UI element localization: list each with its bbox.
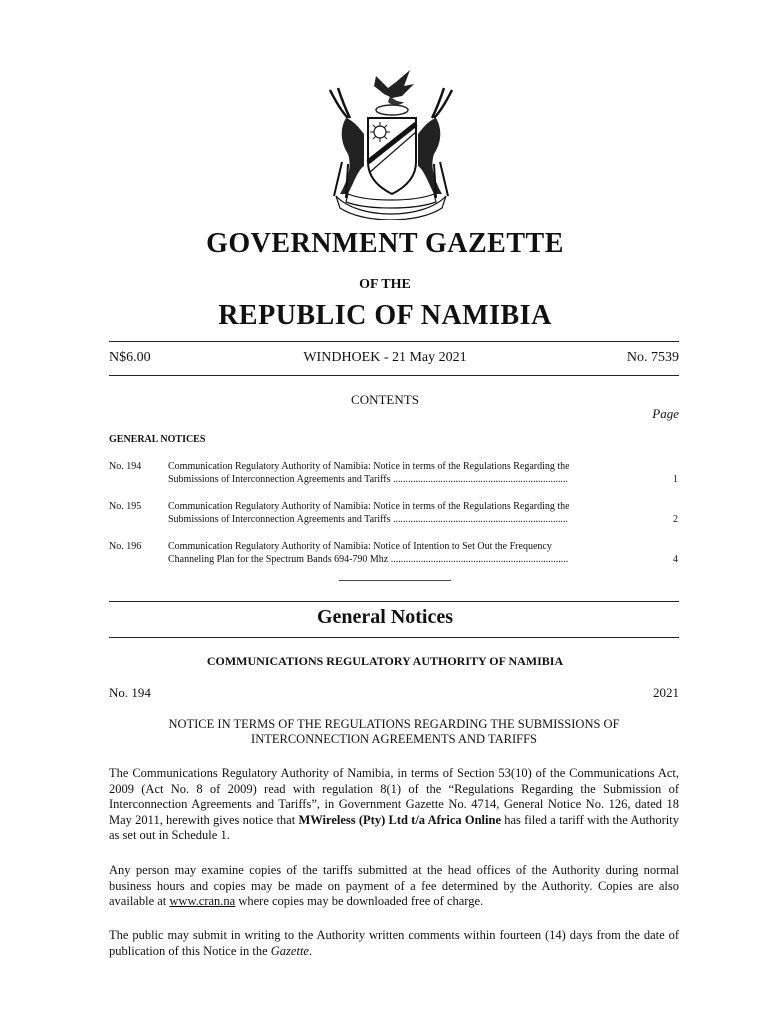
place-date-label: WINDHOEK - 21 May 2021 [303,350,467,365]
toc-entry-number: No. 195 [109,501,142,512]
price-label: N$6.00 [109,350,151,365]
toc-entry-text [168,501,638,526]
notice-paragraph-1 [109,766,679,844]
gazette-number: No. 7539 [626,350,679,365]
toc-entry-page: 1 [673,474,678,485]
toc-entry-number: No. 196 [109,541,142,552]
contents-end-divider [339,580,451,581]
of-the-label: OF THE [359,277,411,292]
toc-entry-number: No. 194 [109,461,142,472]
company-name: MWireless (Pty) Ltd t/a Africa Online [298,812,501,827]
page-column-label: Page [652,406,679,421]
contents-heading: CONTENTS [351,392,419,407]
general-notices-title: General Notices [316,606,454,628]
section-bottom-rule [109,637,679,638]
toc-entry-page: 4 [673,554,678,565]
notice-paragraph-2 [109,863,679,910]
notice-title-line: NOTICE IN TERMS OF THE REGULATIONS REGARDING THE SUBMISSIONS OF [168,717,620,731]
paragraph-text: where copies may be downloaded free of charge. [235,894,484,908]
cran-website-link[interactable]: www.cran.na [169,894,236,908]
notice-year: 2021 [653,685,679,700]
notice-title [109,717,679,747]
header-top-rule [109,341,679,342]
general-notices-label: GENERAL NOTICES [109,434,206,445]
toc-entry-line: Communication Regulatory Authority of Namibia: Notice in terms of the Regulations Regarding the [168,461,570,472]
authority-heading: COMMUNICATIONS REGULATORY AUTHORITY OF NAMIBIA [206,654,564,668]
paragraph-text: . [308,943,313,958]
notice-title-line: INTERCONNECTION AGREEMENTS AND TARIFFS [251,732,537,746]
gazette-italic: Gazette [270,943,309,958]
toc-entry-line: Submissions of Interconnection Agreements and Tariffs ...................................................................... [168,513,568,525]
paragraph-text: Any person may examine copies of the tariffs submitted at the head offices of the Authority during normal business hours and copies may be made on payment of a fee determined by the Authority. Copies are also available at [109,863,679,908]
toc-entry-line: Communication Regulatory Authority of Namibia: Notice of Intention to Set Out the Frequency [168,541,552,552]
paragraph-text: The Communications Regulatory Authority of Namibia, in terms of Section 53(10) of the Communications Act, 2009 (Act No. 8 of 2009) read with regulation 8(1) of the “Regulations Regarding the Submission of Interconnection Agreements and Tariffs”, in Government Gazette No. 4714, General Notice No. 126, dated 18 May 2011, herewith gives notice that [109,766,679,827]
notice-paragraph-3 [109,928,679,959]
toc-entry-text [168,541,638,566]
paragraph-text: has filed a tariff with the Authority as set out in Schedule 1. [109,812,679,842]
coat-of-arms-emblem [318,62,464,220]
toc-entry-page: 2 [673,514,678,525]
toc-entry-text [168,461,638,486]
toc-entry-line: Communication Regulatory Authority of Namibia: Notice in terms of the Regulations Regarding the [168,501,570,512]
toc-entry-line: Submissions of Interconnection Agreements and Tariffs ...................................................................... [168,473,568,485]
notice-number: No. 194 [109,685,151,700]
toc-entry-line: Channeling Plan for the Spectrum Bands 694-790 Mhz ....................................................................... [168,553,569,565]
paragraph-text: The public may submit in writing to the Authority written comments within fourteen (14) days from the date of publication of this Notice in the [109,928,679,958]
section-top-rule [109,601,679,602]
republic-title: REPUBLIC OF NAMIBIA [218,300,552,331]
gazette-title: GOVERNMENT GAZETTE [206,228,564,259]
header-bottom-rule [109,375,679,376]
